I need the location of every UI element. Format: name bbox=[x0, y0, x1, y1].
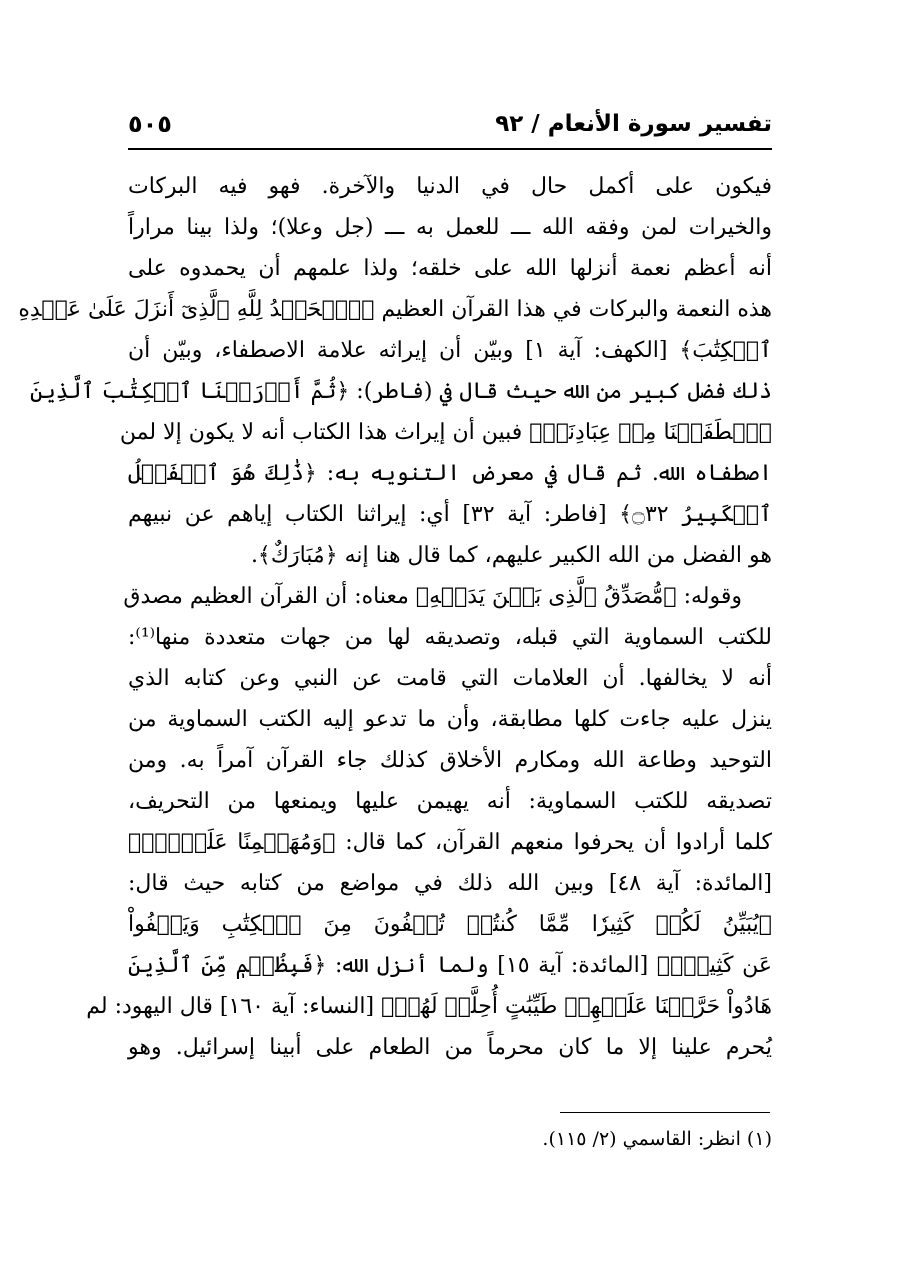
text-line: التوحيد وطاعة الله ومكارم الأخلاق كذلك جاء القرآن آمراً به. ومن bbox=[128, 748, 772, 773]
text-line: تصديقه للكتب السماوية: أنه يهيمن عليها ويمنعها من التحريف، bbox=[128, 789, 772, 814]
running-title: تفسير سورة الأنعام / ٩٢ bbox=[495, 111, 772, 137]
text-line: هو الفضل من الله الكبير عليهم، كما قال هنا إنه ﴿مُبَارَكٌ﴾. bbox=[250, 543, 772, 568]
text-line: هذه النعمة والبركات في هذا القرآن العظيم ﴿ٱلۡحَمۡدُ لِلَّهِ ٱلَّذِىٓ أَنزَلَ عَلَىٰ عَبۡدِهِ bbox=[18, 297, 772, 322]
text-line: هَادُواْ حَرَّمۡنَا عَلَيۡهِمۡ طَيِّبَٰتٍ أُحِلَّتۡ لَهُمۡ﴾ [النساء: آية ١٦٠] قال اليهود: لم bbox=[86, 994, 772, 1019]
text-line: ٱلۡكِتَٰبَ﴾ [الكهف: آية ١] وبيّن أن إيراثه علامة الاصطفاء، وبيّن أن bbox=[128, 338, 772, 363]
text-line: للكتب السماوية التي قبله، وتصديقه لها من جهات متعددة منها⁽¹⁾: bbox=[128, 625, 772, 650]
text-line: فيكون على أكمل حال في الدنيا والآخرة. فهو فيه البركات bbox=[128, 174, 772, 199]
text-line: والخيرات لمن وفقه الله ـــ للعمل به ـــ (جل وعلا)؛ ولذا بينا مراراً bbox=[128, 215, 772, 240]
text-line: ذلك فضل كبير من الله حيث قال في (فاطر): ﴿ثُمَّ أَوۡرَثۡنَا ٱلۡكِتَٰبَ ٱلَّذِينَ bbox=[29, 379, 772, 404]
text-line: ٱلۡكَبِيرُ ۝٣٢﴾ [فاطر: آية ٣٢] أي: إيراثنا الكتاب إياهم عن نبيهم bbox=[128, 502, 772, 527]
footnote: (١) انظر: القاسمي (٢/ ١١٥). bbox=[542, 1128, 772, 1150]
text-line: اصطفاه الله. ثم قال في معرض التنويه به: ﴿ذَٰلِكَ هُوَ ٱلۡفَضۡلُ bbox=[128, 461, 772, 486]
body-text bbox=[18, 166, 772, 1068]
header-rule bbox=[128, 148, 772, 150]
text-line: ينزل عليه جاءت كلها مطابقة، وأن ما تدعو إليه الكتب السماوية من bbox=[128, 707, 772, 732]
text-line: كلما أرادوا أن يحرفوا منعهم القرآن، كما قال: ﴿وَمُهَيۡمِنًا عَلَيۡهِۖ﴾ bbox=[128, 830, 772, 855]
page-header bbox=[128, 104, 772, 144]
footnote-rule bbox=[560, 1112, 770, 1113]
text-line: عَن كَثِيرٖۚ﴾ [المائدة: آية ١٥] ولما أنزل الله: ﴿فَبِظُلۡمٖ مِّنَ ٱلَّذِينَ bbox=[128, 953, 772, 978]
text-line: أنه أعظم نعمة أنزلها الله على خلقه؛ ولذا علمهم أن يحمدوه على bbox=[128, 256, 772, 281]
text-line: ٱصۡطَفَيۡنَا مِنۡ عِبَادِنَاۖ﴾ فبين أن إيراث هذا الكتاب أنه لا يكون إلا لمن bbox=[119, 420, 772, 445]
text-line: يُحرم علينا إلا ما كان محرماً من الطعام على أبينا إسرائيل. وهو bbox=[128, 1035, 772, 1060]
text-line: [المائدة: آية ٤٨] وبين الله ذلك في مواضع من كتابه حيث قال: bbox=[128, 871, 772, 896]
page-number: ٥٠٥ bbox=[128, 110, 172, 138]
text-line: وقوله: ﴿مُّصَدِّقُ ٱلَّذِى بَيۡنَ يَدَيۡهِ﴾ معناه: أن القرآن العظيم مصدق bbox=[123, 584, 742, 609]
text-line: أنه لا يخالفها. أن العلامات التي قامت عن النبي وعن كتابه الذي bbox=[128, 666, 772, 691]
text-line: ﴿يُبَيِّنُ لَكُمۡ كَثِيرٗا مِّمَّا كُنتُمۡ تُخۡفُونَ مِنَ ٱلۡكِتَٰبِ وَيَعۡفُواْ bbox=[128, 912, 772, 937]
